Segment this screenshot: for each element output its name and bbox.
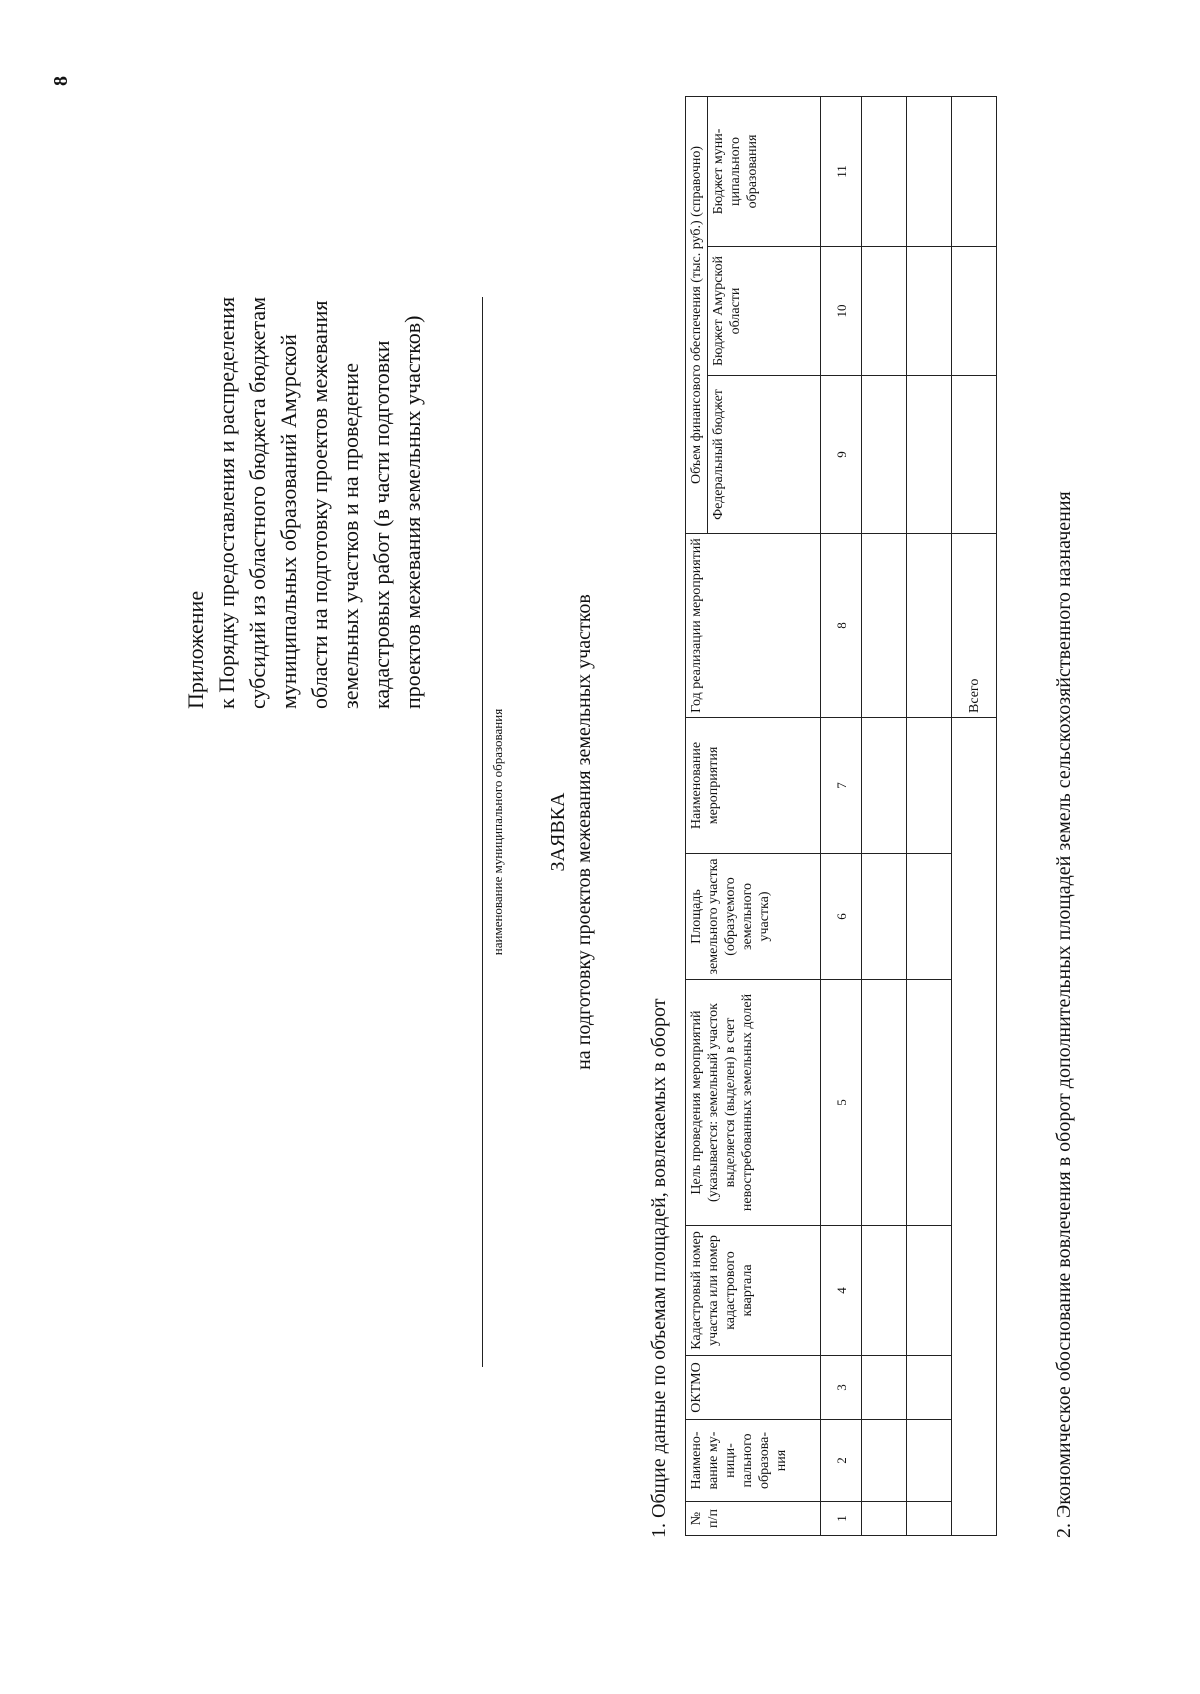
header-purpose: Цель проведения мероприятий (указывается: земельный участок выделяется (выделен) в счет невостребованных земельных долей: [686, 980, 821, 1226]
header-oktmo: ОКТМО: [686, 1356, 821, 1420]
column-number: 1: [821, 1502, 862, 1536]
table-cell[interactable]: [862, 718, 907, 854]
header-municipal-budget: Бюджет муни-ципального образования: [708, 96, 821, 246]
table-cell[interactable]: [907, 1226, 952, 1356]
table-cell[interactable]: [907, 1356, 952, 1420]
table-cell[interactable]: [862, 980, 907, 1226]
municipality-blank-line: [482, 297, 483, 1367]
table-cell[interactable]: [907, 854, 952, 980]
column-number-row: [821, 96, 862, 1535]
table-cell[interactable]: [907, 534, 952, 718]
table-cell[interactable]: [907, 247, 952, 376]
appendix-line: субсидий из областного бюджета бюджетам: [245, 296, 270, 709]
column-number: 6: [821, 854, 862, 980]
header-regional-budget: Бюджет Амурской области: [708, 247, 821, 376]
total-federal-cell[interactable]: [952, 376, 997, 534]
appendix-note: [180, 149, 428, 709]
municipality-caption: наименование муниципального образования: [490, 708, 505, 956]
table-cell[interactable]: [907, 1420, 952, 1502]
header-event-name: Наименование мероприятия: [686, 718, 821, 854]
column-number: 5: [821, 980, 862, 1226]
total-municipal-cell[interactable]: [952, 96, 997, 246]
header-year: Год реализации мероприятий: [686, 534, 821, 718]
appendix-line: муниципальных образований Амурской: [276, 334, 301, 709]
header-finance: Объем финансового обеспечения (тыс. руб.) (справочно): [686, 96, 708, 533]
page-number: 8: [50, 76, 72, 86]
column-number: 3: [821, 1356, 862, 1420]
total-spacer-cell: [952, 718, 997, 1536]
application-table: [685, 96, 997, 1536]
table-cell[interactable]: [907, 96, 952, 246]
total-row: [952, 96, 997, 1535]
document-title-block: [545, 297, 597, 1367]
table-cell[interactable]: [862, 854, 907, 980]
header-cadastral-number: Кадастровый номер участка или номер кадастрового квартала: [686, 1226, 821, 1356]
table-cell[interactable]: [862, 1420, 907, 1502]
appendix-line: проектов межевания земельных участков): [400, 315, 425, 709]
section-2-heading: 2. Экономическое обоснование вовлечения в оборот дополнительных площадей земель сельскохозяйственного назначения: [1053, 491, 1075, 1538]
header-federal-budget: Федеральный бюджет: [708, 376, 821, 534]
table-cell[interactable]: [862, 534, 907, 718]
table-cell[interactable]: [907, 980, 952, 1226]
document-title: ЗАЯВКА: [547, 792, 569, 872]
table-cell[interactable]: [862, 1356, 907, 1420]
table-cell[interactable]: [862, 247, 907, 376]
table-cell[interactable]: [862, 96, 907, 246]
column-number: 9: [821, 376, 862, 534]
table-cell[interactable]: [862, 1502, 907, 1536]
table-cell[interactable]: [907, 1502, 952, 1536]
column-number: 2: [821, 1420, 862, 1502]
header-municipality: Наимено-вание му-ници-пального образова-ния: [686, 1420, 821, 1502]
table-row: [907, 96, 952, 1535]
table-cell[interactable]: [907, 718, 952, 854]
appendix-line: Приложение: [183, 590, 208, 709]
table-cell[interactable]: [862, 1226, 907, 1356]
document-subtitle: на подготовку проектов межевания земельных участков: [573, 594, 595, 1070]
column-number: 10: [821, 247, 862, 376]
column-number: 7: [821, 718, 862, 854]
table-cell[interactable]: [862, 376, 907, 534]
table-row: [862, 96, 907, 1535]
header-number: № п/п: [686, 1502, 821, 1536]
section-1-heading: 1. Общие данные по объемам площадей, вовлекаемых в оборот: [648, 998, 670, 1538]
table-header-row: [686, 96, 708, 1535]
header-area: Площадь земельного участка (образуемого земельного участка): [686, 854, 821, 980]
column-number: 4: [821, 1226, 862, 1356]
column-number: 8: [821, 534, 862, 718]
appendix-line: кадастровых работ (в части подготовки: [369, 340, 394, 709]
total-label: Всего: [952, 534, 997, 718]
total-regional-cell[interactable]: [952, 247, 997, 376]
appendix-line: к Порядку предоставления и распределения: [214, 296, 239, 709]
table-cell[interactable]: [907, 376, 952, 534]
column-number: 11: [821, 96, 862, 246]
appendix-line: земельных участков и на проведение: [338, 363, 363, 709]
appendix-line: области на подготовку проектов межевания: [307, 300, 332, 709]
